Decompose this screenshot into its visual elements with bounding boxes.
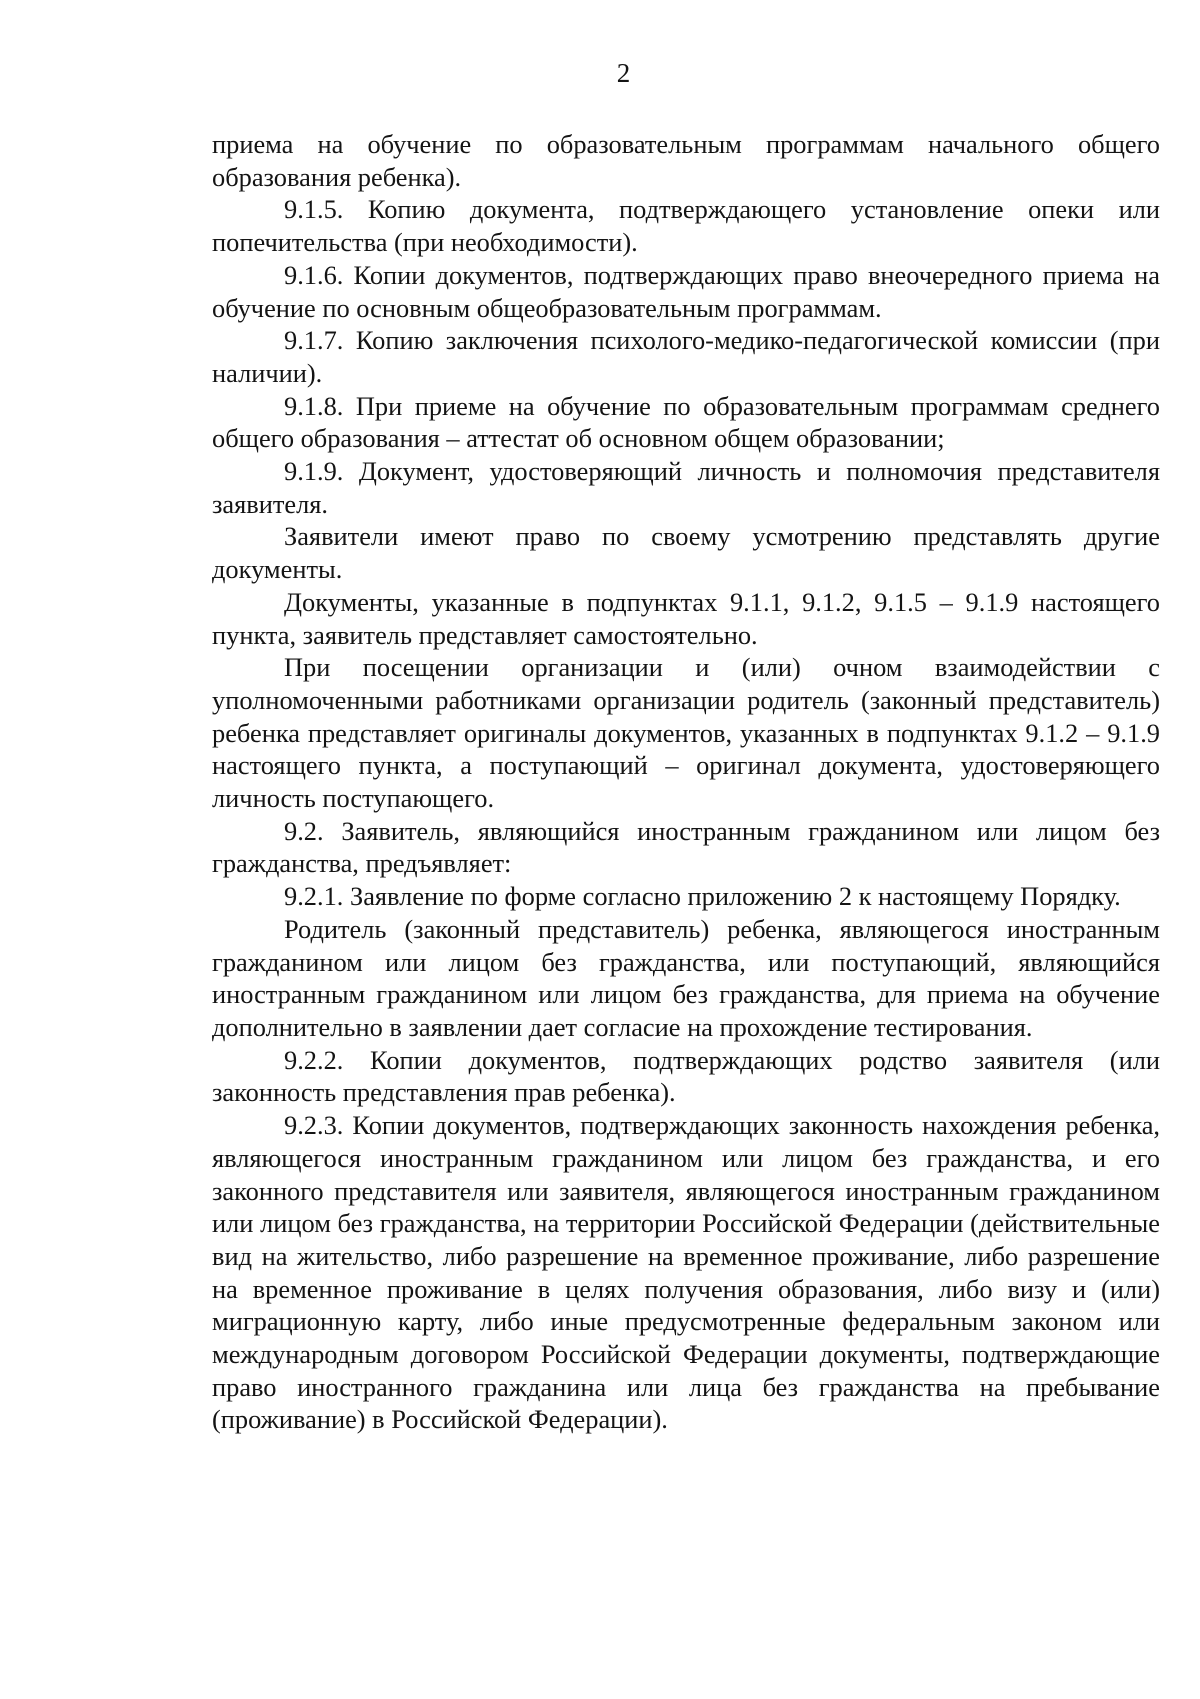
paragraph-9-2-1: 9.2.1. Заявление по форме согласно приложению 2 к настоящему Порядку. xyxy=(284,881,1121,912)
paragraph-testing-consent: Родитель (законный представитель) ребенка, являющегося иностранным гражданином или лицом без гражданства, или поступающий, являющийся иностранным гражданином или лицом без гражданства, для приема на обучение дополнительно в заявлении дает согласие на прохождение тестирования. xyxy=(212,913,1160,1042)
paragraph-9-1-6: 9.1.6. Копии документов, подтверждающих право внеочередного приема на обучение по основным общеобразовательным программам. xyxy=(212,259,1160,323)
paragraph-9-2-2: 9.2.2. Копии документов, подтверждающих родство заявителя (или законность представления прав ребенка). xyxy=(212,1044,1160,1108)
paragraph-9-1-9: 9.1.9. Документ, удостоверяющий личность и полномочия представителя заявителя. xyxy=(212,456,1160,519)
paragraph-other-documents: Заявители имеют право по своему усмотрению представлять другие документы. xyxy=(212,521,1160,585)
paragraph-9-1-5: 9.1.5. Копию документа, подтверждающего установление опеки или попечительства (при необходимости). xyxy=(212,194,1160,258)
paragraph-originals: При посещении организации и (или) очном взаимодействии с уполномоченными работниками организации родитель (законный представитель) ребенка представляет оригиналы документов, указанных в подпунктах 9.1.2 – 9.1.9 настоящего пункта, а поступающий – оригинал документа, удостоверяющего личность поступающего. xyxy=(212,652,1160,814)
paragraph-9-2-3: 9.2.3. Копии документов, подтверждающих законность нахождения ребенка, являющегося иностранным гражданином или лицом без гражданства, и его законного представителя или заявителя, являющегося иностранным гражданином или лицом без гражданства, на территории Российской Федерации (действительные вид на жительство, либо разрешение на временное проживание, либо разрешение на временное проживание в целях получения образования, либо визу и (или) миграционную карту, либо иные предусмотренные федеральным законом или международным договором Российской Федерации документы, подтверждающие право иностранного гражданина или лица без гражданства на пребывание (проживание) в Российской Федерации). xyxy=(212,1110,1160,1435)
paragraph-9-1-7: 9.1.7. Копию заключения психолого-медико-педагогической комиссии (при наличии). xyxy=(212,325,1160,388)
page-number: 2 xyxy=(616,58,631,88)
paragraph-continuation: приема на обучение по образовательным программам начального общего образования ребенка). xyxy=(212,129,1160,192)
paragraph-9-1-8: 9.1.8. При приеме на обучение по образовательным программам среднего общего образования – аттестат об основном общем образовании; xyxy=(212,390,1160,454)
paragraph-9-2: 9.2. Заявитель, являющийся иностранным гражданином или лицом без гражданства, предъявляет: xyxy=(212,815,1160,879)
paragraph-self-submission: Документы, указанные в подпунктах 9.1.1, 9.1.2, 9.1.5 – 9.1.9 настоящего пункта, заявитель представляет самостоятельно. xyxy=(212,586,1160,650)
document-body xyxy=(212,128,1160,1436)
